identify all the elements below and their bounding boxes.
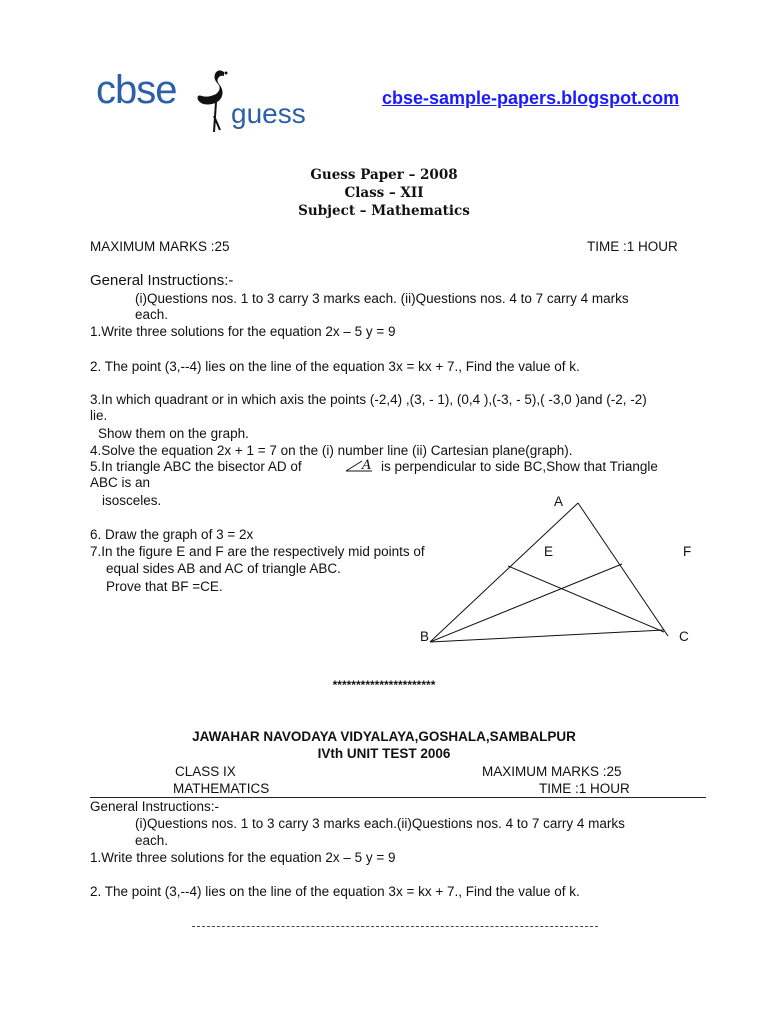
- paper2-instructions-line-1: (i)Questions nos. 1 to 3 carry 3 marks each.(ii)Questions nos. 4 to 7 carry 4 marks: [135, 816, 625, 831]
- time-limit: TIME :1 HOUR: [587, 239, 678, 254]
- test-name: IVth UNIT TEST 2006: [317, 746, 451, 761]
- instructions-line-2: each.: [135, 307, 169, 322]
- question-5-line-1a: 5.In triangle ABC the bisector AD of: [90, 459, 302, 474]
- footer-dashed-line: [192, 926, 598, 927]
- max-marks: MAXIMUM MARKS :25: [90, 239, 230, 254]
- paper-class: Class – XII: [344, 185, 424, 201]
- question-5-line-3: isosceles.: [102, 493, 162, 508]
- site-link[interactable]: cbse-sample-papers.blogspot.com: [382, 88, 680, 108]
- general-instructions-heading: General Instructions:-: [90, 272, 234, 289]
- paper2-max-marks: MAXIMUM MARKS :25: [482, 764, 622, 779]
- vertex-b-label: B: [420, 629, 430, 644]
- paper2-instructions-line-2: each.: [135, 833, 169, 848]
- question-3-line-1: 3.In which quadrant or in which axis the points (-2,4) ,(3, - 1), (0,4 ),(-3, - 5),( -3,0 )and (-2, -2): [90, 392, 647, 407]
- question-3-line-2: lie.: [90, 408, 108, 423]
- paper2-general-instructions: General Instructions:-: [90, 799, 220, 814]
- school-name: JAWAHAR NAVODAYA VIDYALAYA,GOSHALA,SAMBALPUR: [192, 729, 576, 744]
- midpoint-e-label: E: [544, 544, 554, 559]
- question-7-line-1: 7.In the figure E and F are the respectively mid points of: [90, 544, 425, 559]
- question-2: 2. The point (3,--4) lies on the line of the equation 3x = kx + 7., Find the value of k.: [90, 359, 580, 374]
- angle-label: A: [362, 458, 372, 473]
- question-3-line-3: Show them on the graph.: [98, 426, 249, 441]
- paper2-subject: MATHEMATICS: [173, 781, 270, 796]
- paper2-question-2: 2. The point (3,--4) lies on the line of the equation 3x = kx + 7., Find the value of k.: [90, 884, 580, 899]
- vertex-c-label: C: [679, 629, 689, 644]
- paper-subject: Subject – Mathematics: [298, 203, 470, 219]
- question-6: 6. Draw the graph of 3 = 2x: [90, 527, 254, 542]
- paper2-question-1: 1.Write three solutions for the equation 2x – 5 y = 9: [90, 850, 396, 865]
- logo-guess-text: guess: [231, 98, 306, 129]
- midpoint-f-label: F: [683, 544, 692, 559]
- question-1: 1.Write three solutions for the equation 2x – 5 y = 9: [90, 324, 396, 339]
- question-5-line-2: ABC is an: [90, 475, 151, 490]
- logo-cbse-text: cbse: [96, 68, 177, 112]
- instructions-line-1: (i)Questions nos. 1 to 3 carry 3 marks each. (ii)Questions nos. 4 to 7 carry 4 marks: [135, 291, 629, 306]
- paper2-class: CLASS IX: [175, 764, 236, 779]
- question-4: 4.Solve the equation 2x + 1 = 7 on the (i) number line (ii) Cartesian plane(graph).: [90, 443, 573, 458]
- paper2-time: TIME :1 HOUR: [539, 781, 630, 796]
- question-7-line-3: Prove that BF =CE.: [106, 579, 223, 594]
- vertex-a-label: A: [554, 494, 564, 509]
- question-7-line-2: equal sides AB and AC of triangle ABC.: [106, 561, 341, 576]
- paper-title: Guess Paper – 2008: [310, 167, 458, 183]
- separator-stars: **********************: [332, 678, 436, 692]
- question-5-line-1b: is perpendicular to side BC,Show that Triangle: [381, 459, 658, 474]
